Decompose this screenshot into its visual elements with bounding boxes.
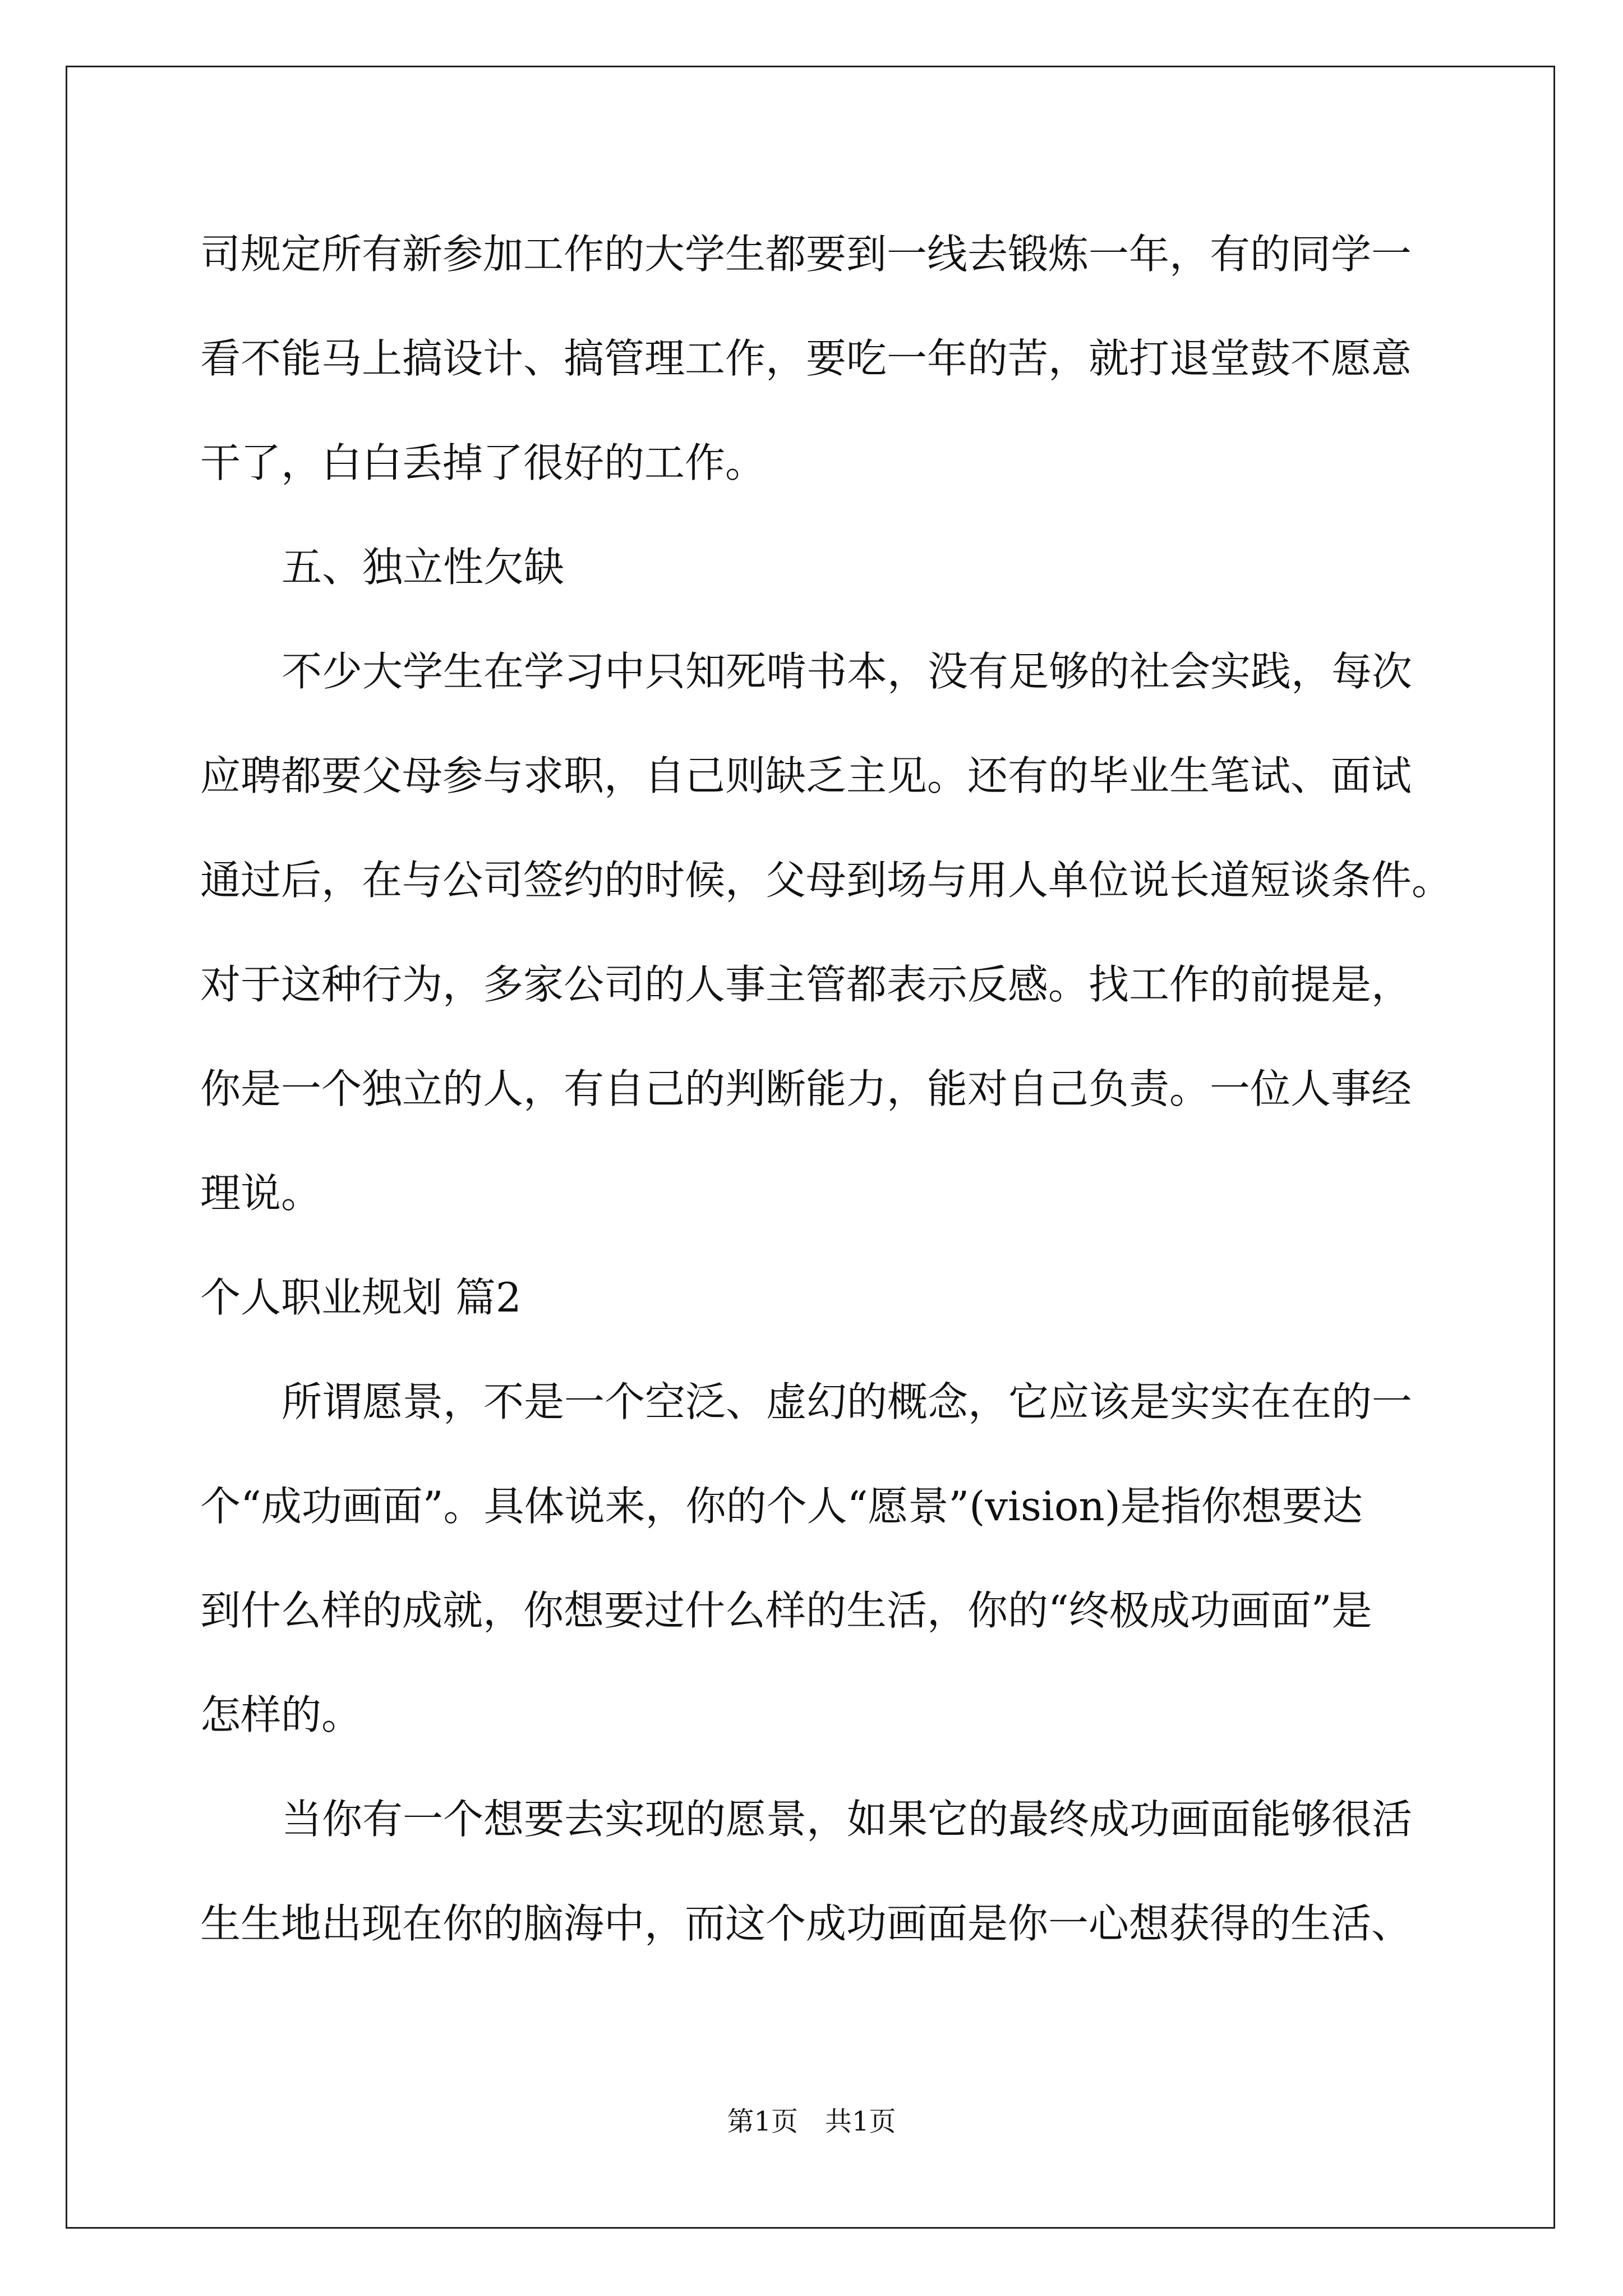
paragraph-line: 当你有一个想要去实现的愿景，如果它的最终成功画面能够很活	[282, 1796, 1413, 1843]
paragraph-line: 通过后，在与公司签约的时候，父母到场与用人单位说长道短谈条件。	[200, 857, 1453, 904]
document-body	[200, 202, 1453, 1976]
paragraph-line: 不少大学生在学习中只知死啃书本，没有足够的社会实践，每次	[282, 648, 1413, 695]
paragraph-line: 到什么样的成就，你想要过什么样的生活，你的“终极成功画面”是	[200, 1587, 1372, 1634]
paragraph-line: 应聘都要父母参与求职，自己则缺乏主见。还有的毕业生笔试、面试	[200, 752, 1412, 799]
paragraph-line: 怎样的。	[200, 1691, 362, 1738]
chapter-title: 个人职业规划 篇2	[200, 1274, 522, 1321]
paragraph-line: 生生地出现在你的脑海中，而这个成功画面是你一心想获得的生活、	[200, 1900, 1412, 1947]
paragraph-line: 你是一个独立的人，有自己的判断能力，能对自己负责。一位人事经	[200, 1065, 1412, 1112]
paragraph-line: 看不能马上搞设计、搞管理工作，要吃一年的苦，就打退堂鼓不愿意	[200, 335, 1412, 382]
paragraph-line: 干了，白白丢掉了很好的工作。	[200, 439, 766, 486]
paragraph-line: 理说。	[200, 1170, 322, 1217]
paragraph-line: 所谓愿景，不是一个空泛、虚幻的概念，它应该是实实在在的一	[282, 1378, 1413, 1425]
paragraph-line: 对于这种行为，多家公司的人事主管都表示反感。找工作的前提是，	[200, 961, 1412, 1008]
paragraph-line: 司规定所有新参加工作的大学生都要到一线去锻炼一年，有的同学一	[200, 231, 1412, 278]
section-heading: 五、独立性欠缺	[282, 544, 565, 591]
page-number-footer: 第1页 共1页	[727, 2106, 896, 2137]
paragraph-line: 个“成功画面”。具体说来，你的个人“愿景”(vision)是指你想要达	[200, 1483, 1363, 1530]
